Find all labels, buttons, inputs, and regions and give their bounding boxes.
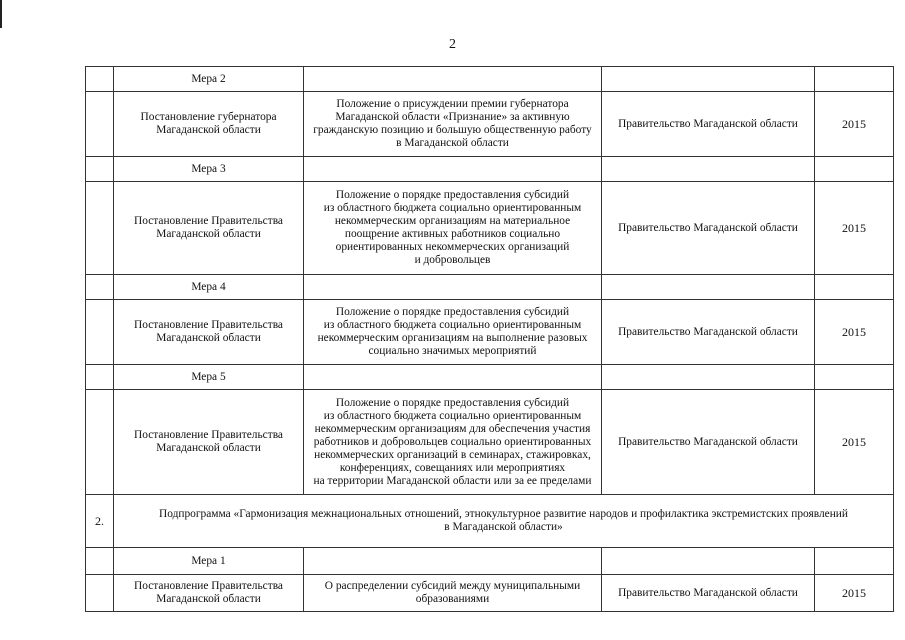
scan-edge-line <box>0 0 2 28</box>
doc-type-cell <box>114 92 304 157</box>
doc-title-line: из областного бюджета социально ориентированным <box>323 202 582 214</box>
measures-table <box>85 66 894 612</box>
subprogram-title-line: Подпрограмма «Гармонизация межнациональных отношений, этнокультурное развитие народов и профилактика экстремистских проявлений <box>158 508 848 520</box>
doc-type-cell <box>114 575 304 612</box>
year-cell: 2015 <box>815 575 894 612</box>
document-row <box>86 390 894 495</box>
measure-row <box>86 275 894 300</box>
executor-cell: Правительство Магаданской области <box>602 182 815 275</box>
doc-title-line: конференциях, совещаниях или мероприятиях <box>339 461 566 474</box>
doc-title-line: Положение о порядке предоставления субсидий <box>335 189 570 201</box>
measure-row <box>86 548 894 575</box>
number-cell <box>86 390 114 495</box>
number-cell <box>86 92 114 157</box>
measure-row <box>86 157 894 182</box>
doc-title-line: гражданскую позицию и большую общественную работу <box>313 124 592 136</box>
measure-label: Мера 5 <box>114 365 304 390</box>
doc-type-line: Магаданской области <box>156 442 261 454</box>
doc-type-line: Постановление губернатора <box>140 111 277 123</box>
measure-row <box>86 365 894 390</box>
doc-title-line: некоммерческим организациям для обеспечения участия <box>314 422 591 435</box>
doc-title-line: некоммерческих организаций в семинарах, стажировках, <box>314 448 591 461</box>
doc-type-line: Магаданской области <box>156 332 261 344</box>
year-cell: 2015 <box>815 390 894 495</box>
year-cell: 2015 <box>815 300 894 365</box>
page-number: 2 <box>449 37 456 52</box>
number-cell <box>86 300 114 365</box>
doc-type-line: Постановление Правительства <box>134 319 283 331</box>
doc-title-line: поощрение активных работников социально <box>344 228 561 240</box>
doc-title-line: Магаданской области «Признание» за активную <box>335 111 570 123</box>
number-cell <box>86 275 114 300</box>
document-row <box>86 300 894 365</box>
executor-cell: Правительство Магаданской области <box>602 575 815 612</box>
doc-title-line: и добровольцев <box>414 254 491 266</box>
executor-cell: Правительство Магаданской области <box>602 300 815 365</box>
doc-type-line: Постановление Правительства <box>134 580 283 592</box>
doc-type-line: Постановление Правительства <box>134 215 283 227</box>
number-cell <box>86 182 114 275</box>
year-cell: 2015 <box>815 92 894 157</box>
doc-type-line: Магаданской области <box>156 228 261 240</box>
subprogram-number: 2. <box>86 495 114 548</box>
year-cell: 2015 <box>815 182 894 275</box>
document-row <box>86 92 894 157</box>
doc-title-cell <box>304 390 602 495</box>
doc-type-line: Постановление Правительства <box>134 429 283 441</box>
doc-title-line: Положение о порядке предоставления субсидий <box>335 396 570 409</box>
measure-label: Мера 2 <box>114 67 304 92</box>
executor-cell: Правительство Магаданской области <box>602 92 815 157</box>
doc-title-line: социально значимых мероприятий <box>368 345 537 357</box>
document-row <box>86 575 894 612</box>
doc-type-cell <box>114 182 304 275</box>
executor-cell: Правительство Магаданской области <box>602 390 815 495</box>
subprogram-title-cell <box>114 495 894 548</box>
number-cell <box>86 365 114 390</box>
subprogram-title-line: в Магаданской области» <box>444 521 563 533</box>
measure-label: Мера 1 <box>114 548 304 575</box>
doc-title-line: Положение о присуждении премии губернатора <box>336 98 569 110</box>
doc-title-line: на территории Магаданской области или за ее пределами <box>313 474 592 487</box>
doc-title-line: образованиями <box>415 593 490 605</box>
doc-title-line: О распределении субсидий между муниципальными <box>324 580 581 592</box>
doc-title-line: некоммерческим организациям на выполнение разовых <box>317 332 588 344</box>
doc-type-line: Магаданской области <box>156 124 261 136</box>
doc-title-cell <box>304 182 602 275</box>
number-cell <box>86 157 114 182</box>
doc-title-line: ориентированных некоммерческих организаций <box>335 241 570 253</box>
doc-type-cell <box>114 300 304 365</box>
doc-title-line: Положение о порядке предоставления субсидий <box>335 306 570 318</box>
number-cell <box>86 67 114 92</box>
document-row <box>86 182 894 275</box>
doc-title-cell <box>304 300 602 365</box>
number-cell <box>86 575 114 612</box>
measure-label: Мера 3 <box>114 157 304 182</box>
doc-title-cell <box>304 92 602 157</box>
doc-title-line: из областного бюджета социально ориентированным <box>323 409 582 422</box>
measure-row <box>86 67 894 92</box>
doc-title-line: некоммерческим организациям на материальное <box>334 215 571 227</box>
doc-title-line: в Магаданской области <box>396 137 509 149</box>
number-cell <box>86 548 114 575</box>
subprogram-row <box>86 495 894 548</box>
doc-title-line: работников и добровольцев социально ориентированных <box>313 435 592 448</box>
measure-label: Мера 4 <box>114 275 304 300</box>
doc-type-cell <box>114 390 304 495</box>
doc-title-line: из областного бюджета социально ориентированным <box>323 319 582 331</box>
doc-type-line: Магаданской области <box>156 593 261 605</box>
doc-title-cell <box>304 575 602 612</box>
